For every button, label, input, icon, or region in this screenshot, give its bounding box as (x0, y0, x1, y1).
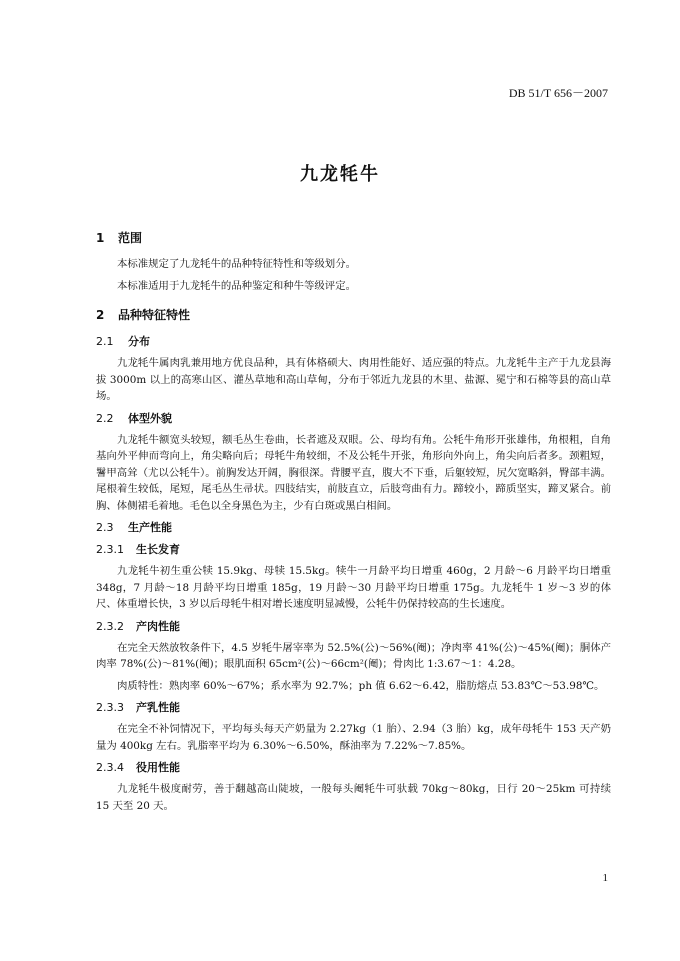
paragraph: 九龙牦牛初生重公犊 15.9kg、母犊 15.5kg。犊牛一月龄平均日增重 460g，2 月龄～6 月龄平均日增重 348g，7 月龄～18 月龄平均日增重 185g，19 月龄～30 月龄平均日增重 175g。九龙牦牛 1 岁～3 岁的体尺、体重增长快，3 岁以后母牦牛相对增长速度明显减慢，公牦牛仍保持较高的生长速度。 (96, 565, 611, 610)
section-title: 品种特征特性 (118, 308, 191, 322)
page-number: 1 (602, 872, 608, 884)
clause-title: 产乳性能 (136, 701, 180, 714)
clause-number: 2.3.1 (96, 543, 124, 556)
document-title: 九龙牦牛 (300, 164, 380, 185)
subsection-number: 2.2 (96, 411, 114, 425)
clause-title: 役用性能 (136, 761, 180, 774)
subsection-heading (96, 410, 611, 426)
subsection-title: 分布 (128, 335, 150, 348)
clause-heading (96, 759, 611, 775)
section-scope (96, 229, 611, 294)
standard-code: DB 51/T 656－2007 (508, 86, 608, 100)
clause-title: 生长发育 (136, 543, 180, 556)
section-title: 范围 (118, 231, 143, 245)
subsection-heading (96, 519, 611, 535)
paragraph: 在完全天然放牧条件下，4.5 岁牦牛屠宰率为 52.5%(公)～56%(阉)；净肉率 41%(公)～45%(阉)；胴体产肉率 78%(公)～81%(阉)；眼肌面积 65cm²(公)～66cm²(阉)；骨肉比 1:3.67～1：4.28。 (96, 641, 611, 670)
clause-number: 2.3.4 (96, 761, 124, 774)
clause-heading (96, 618, 611, 634)
paragraph: 肉质特性：熟肉率 60%～67%；系水率为 92.7%；ph 值 6.62～6.42，脂肪熔点 53.83℃～53.98℃。 (117, 679, 605, 692)
document-body (96, 229, 611, 819)
subsection-number: 2.3 (96, 521, 114, 534)
clause-heading (96, 699, 611, 715)
paragraph: 在完全不补饲情况下，平均每头每天产奶量为 2.27kg（1 胎）、2.94（3 胎）kg，成年母牦牛 153 天产奶量为 400kg 左右。乳脂率平均为 6.30%～6.50%，酥油率为 7.22%～7.85%。 (96, 723, 611, 752)
paragraph: 本标准适用于九龙牦牛的品种鉴定和种牛等级评定。 (117, 279, 356, 292)
clause-title: 产肉性能 (136, 619, 180, 633)
subsection-number: 2.1 (96, 335, 114, 348)
subsection-title: 体型外貌 (128, 411, 172, 425)
section-number: 2 (96, 308, 105, 322)
section-heading (96, 306, 611, 323)
clause-number: 2.3.3 (96, 701, 124, 714)
section-heading (96, 229, 611, 246)
paragraph: 九龙牦牛极度耐劳，善于翻越高山陡坡，一般每头阉牦牛可驮载 70kg～80kg，日行 20～25km 可持续 15 天至 20 天。 (96, 783, 611, 812)
clause-heading (96, 541, 611, 557)
paragraph: 九龙牦牛属肉乳兼用地方优良品种，具有体格硕大、肉用性能好、适应强的特点。九龙牦牛主产于九龙县海拔 3000m 以上的高寒山区、灌丛草地和高山草甸，分布于邻近九龙县的木里、盐源、冕宁和石棉等县的高山草场。 (96, 357, 611, 402)
subsection-heading (96, 333, 611, 349)
subsection-title: 生产性能 (128, 521, 172, 534)
paragraph: 九龙牦牛额宽头较短，额毛丛生卷曲，长者遮及双眼。公、母均有角。公牦牛角形开张雄伟，角根粗，自角基向外平伸而弯向上，角尖略向后；母牦牛角较细，不及公牦牛开张，角形向外向上，角尖向后者多。颈粗短，鬐甲高耸（尤以公牦牛）。前胸发达开阔，胸很深。背腰平直，腹大不下垂，后躯较短，尻欠宽略斜，臀部丰满。尾根着生较低，尾短，尾毛丛生帚状。四肢结实，前肢直立，后肢弯曲有力。蹄较小，蹄质坚实，蹄叉紧合。前胸、体侧裙毛着地。毛色以全身黑色为主，少有白斑或黑白相间。 (96, 433, 611, 512)
clause-number: 2.3.2 (96, 619, 124, 633)
paragraph: 本标准规定了九龙牦牛的品种特征特性和等级划分。 (117, 258, 356, 270)
section-number: 1 (96, 231, 105, 245)
